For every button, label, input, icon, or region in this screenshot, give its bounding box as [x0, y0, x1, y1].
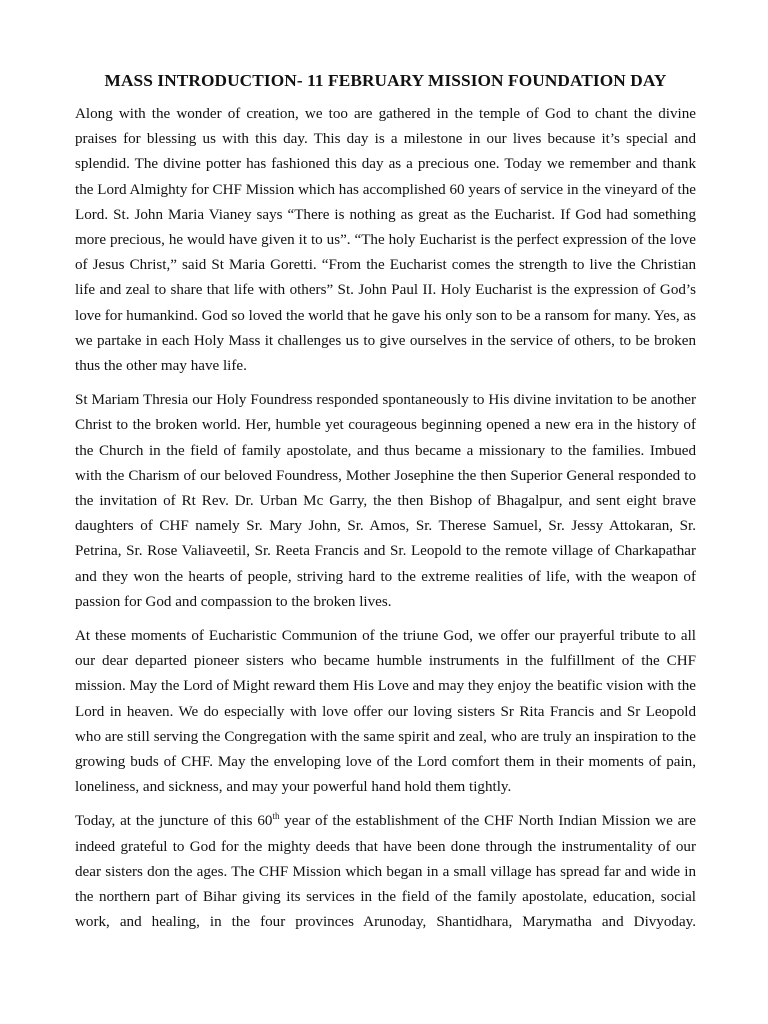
- paragraph-3: At these moments of Eucharistic Communion of the triune God, we offer our prayerful tribute to all our dear departed pioneer sisters who became humble instruments in the fulfillment of the CHF mission. May the Lord of Might reward them His Love and may they enjoy the beatific vision with the Lord in heaven. We do especially with love offer our loving sisters Sr Rita Francis and Sr Leopold who are still serving the Congregation with the same spirit and zeal, who are truly an inspiration to the growing buds of CHF. May the enveloping love of the Lord comfort them in their moments of pain, loneliness, and sickness, and may your powerful hand hold them tightly.: [75, 628, 696, 796]
- paragraph-4-start: Today, at the juncture of this 60: [75, 813, 273, 830]
- paragraph-4-rest: year of the establishment of the CHF North Indian Mission we are indeed grateful to God for the mighty deeds that have been done through the instrumentality of our dear sisters don the ages. The CHF Mission which began in a small village has spread far and wide in the northern part of Bihar giving its services in the field of the family apostolate, education, social work, and healing, in the four provinces Arunoday, Shantidhara, Marymatha and Divyoday.: [75, 813, 697, 931]
- paragraph-1: Along with the wonder of creation, we too are gathered in the temple of God to chant the divine praises for blessing us with this day. This day is a milestone in our lives because it’s special and splendid. The divine potter has fashioned this day as a precious one. Today we remember and thank the Lord Almighty for CHF Mission which has accomplished 60 years of service in the vineyard of the Lord. St. John Maria Vianey says “There is nothing as great as the Eucharist. If God had something more precious, he would have given it to us”. “The holy Eucharist is the perfect expression of the love of Jesus Christ,” said St Maria Goretti. “From the Eucharist comes the strength to live the Christian life and zeal to share that life with others” St. John Paul II. Holy Eucharist is the expression of God’s love for humankind. God so loved the world that he gave his only son to be a ransom for many. Yes, as we partake in each Holy Mass it challenges us to give ourselves in the service of others, to be broken thus the other may have life.: [75, 106, 696, 375]
- document-title: MASS INTRODUCTION- 11 FEBRUARY MISSION FOUNDATION DAY: [104, 71, 667, 90]
- paragraph-4: [75, 809, 696, 935]
- ordinal-suffix: th: [272, 811, 280, 822]
- paragraph-2: St Mariam Thresia our Holy Foundress responded spontaneously to His divine invitation to be another Christ to the broken world. Her, humble yet courageous beginning opened a new era in the history of the Church in the field of family apostolate, and thus became a missionary to the families. Imbued with the Charism of our beloved Foundress, Mother Josephine the then Superior General responded to the invitation of Rt Rev. Dr. Urban Mc Garry, the then Bishop of Bhagalpur, and sent eight brave daughters of CHF namely Sr. Mary John, Sr. Amos, Sr. Therese Samuel, Sr. Jessy Attokaran, Sr. Petrina, Sr. Rose Valiaveetil, Sr. Reeta Francis and Sr. Leopold to the remote village of Charkapathar and they won the hearts of people, striving hard to the extreme realities of life, with the weapon of passion for God and compassion to the broken lives.: [75, 392, 696, 610]
